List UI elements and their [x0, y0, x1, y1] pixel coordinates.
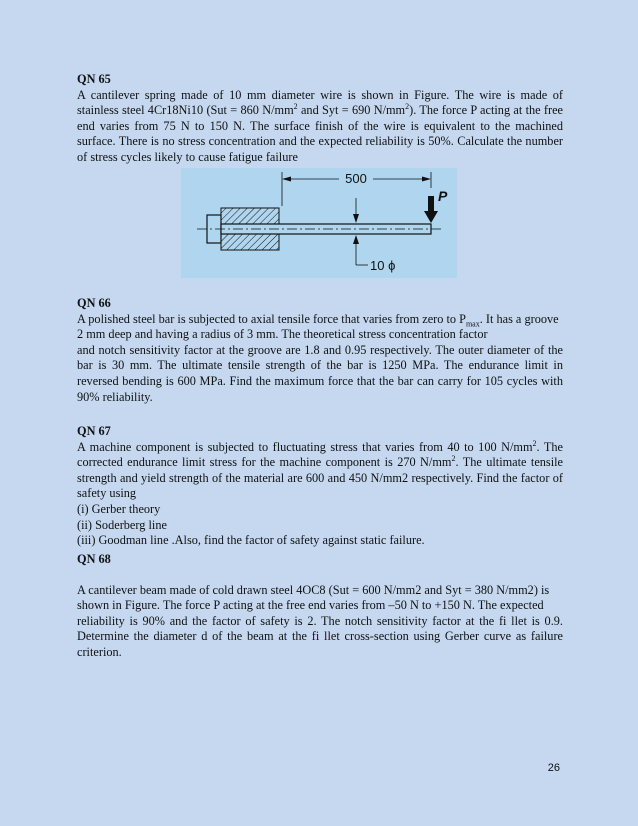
q67-text-b: . The corrected endurance limit stress for the machine component is 270 N/mm: [77, 439, 563, 470]
clamp-top: [221, 208, 279, 224]
leader-top-arrow: [353, 214, 359, 223]
question-66-title: QN 66: [77, 296, 111, 310]
q65-text-c: ). The force P acting at the free end varies from 75 N to 150 N. The surface finish of the wire is equivalent to the machined surface. There is no stress concentration and the expected reliability is 50%. Calculate the number of stress cycles likely to cause fatigue failure: [77, 103, 563, 164]
q66-text-a: A polished steel bar is subjected to axial tensile force that varies from zero to P: [77, 311, 466, 326]
q67-sup-1: 2: [532, 438, 537, 448]
question-66-text-2: and notch sensitivity factor at the groove are 1.8 and 0.95 respectively. The outer diameter of the bar is 30 mm. The ultimate tensile strength of the bar is 1250 MPa. The endurance limit in reversed bending is 600 MPa. Find the maximum force that the bar can carry for 105 cycles with 90% reliability.: [77, 342, 563, 404]
cantilever-spring-figure: [181, 168, 457, 278]
q67-text-c: . The ultimate tensile strength and yield strength of the material are 600 and 450 N/mm2 respectively. Find the factor of safety using: [77, 455, 564, 501]
q67-sup-2: 2: [451, 454, 456, 464]
question-66-text-1: [77, 312, 563, 343]
q65-sup-1: 2: [293, 102, 298, 112]
question-67-item-2: (ii) Soderberg line: [77, 517, 167, 532]
question-68-title: QN 68: [77, 552, 111, 566]
force-arrow-shaft: [428, 196, 434, 212]
question-68: [77, 552, 563, 661]
question-65: [77, 72, 563, 166]
q65-text-b: and Syt = 690 N/mm: [297, 103, 406, 118]
question-67-text: [77, 440, 563, 502]
question-65-text: [77, 88, 563, 166]
force-arrow-head: [424, 211, 438, 223]
clamp-bottom: [221, 234, 279, 250]
question-68-text-2: reliability is 90% and the factor of safety is 2. The notch sensitivity factor at the fi llet is 0.9. Determine the diameter d of the beam at the fi llet cross-section using Gerber curve as failure criterion.: [77, 613, 563, 659]
dimension-label-500: 500: [345, 171, 367, 186]
diameter-label: 10 ϕ: [370, 258, 396, 273]
question-67: [77, 424, 563, 549]
leader-bottom-arrow: [353, 235, 359, 244]
question-66: [77, 296, 563, 405]
force-label-p: P: [438, 188, 448, 204]
question-65-title: QN 65: [77, 72, 111, 86]
question-67-title: QN 67: [77, 424, 111, 438]
dim-arrow-right: [422, 177, 431, 182]
dim-arrow-left: [282, 177, 291, 182]
page-number: 26: [547, 762, 560, 774]
q65-sup-2: 2: [405, 102, 410, 112]
q67-text-a: A machine component is subjected to fluctuating stress that varies from 40 to 100 N/mm: [77, 439, 533, 454]
question-67-item-3: (iii) Goodman line .Also, find the factor of safety against static failure.: [77, 533, 425, 548]
question-67-item-1: (i) Gerber theory: [77, 501, 161, 516]
cantilever-diagram: [181, 168, 457, 278]
q65-text-a: A cantilever spring made of 10 mm diameter wire is shown in Figure. The wire is made of stainless steel 4Cr18Ni10 (Sut = 860 N/mm: [77, 87, 563, 118]
question-68-text-1: A cantilever beam made of cold drawn steel 4OC8 (Sut = 600 N/mm2 and Syt = 380 N/mm2) is shown in Figure. The force P acting at the free end varies from –50 N to +150 N. The expected: [77, 582, 550, 613]
q66-sub-max: max: [465, 319, 480, 329]
q66-text-b: . It has a groove 2 mm deep and having a radius of 3 mm. The theoretical stress concentration factor: [77, 311, 559, 342]
